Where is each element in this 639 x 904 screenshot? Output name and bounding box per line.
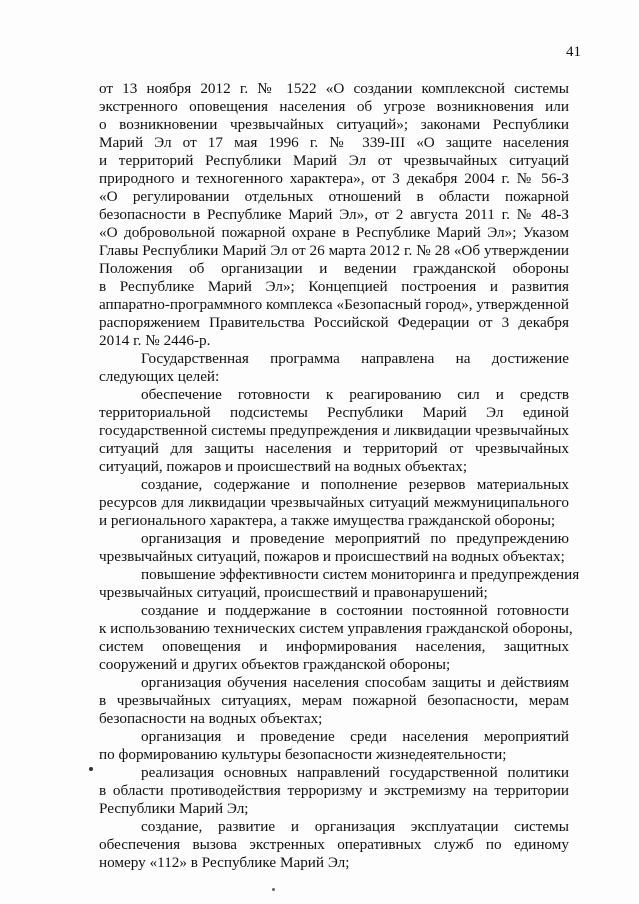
text-line: 2014 г. № 2446-р.: [99, 332, 211, 349]
text-line: организация и проведение мероприятий по предупреждению: [141, 530, 569, 547]
text-line: «О добровольной пожарной охране в Республике Марий Эл»; Указом: [99, 224, 569, 241]
text-line: «О регулировании отдельных отношений в области пожарной: [99, 188, 569, 205]
text-line: Главы Республики Марий Эл от 26 марта 2012 г. № 28 «Об утверждении: [99, 242, 569, 259]
text-line: о возникновении чрезвычайных ситуаций»; законами Республики: [99, 116, 569, 133]
text-line: Положения об организации и ведении гражданской обороны: [99, 260, 569, 277]
text-line: и регионального характера, а также имущества гражданской обороны;: [99, 512, 556, 529]
page-number: 41: [566, 44, 581, 60]
document-body: [99, 80, 580, 872]
text-line: обеспечения вызова экстренных оперативных служб по единому: [99, 836, 569, 853]
text-line: ресурсов для ликвидации чрезвычайных ситуаций межмуниципального: [99, 494, 569, 511]
text-line: ситуаций, пожаров и происшествий на водных объектах;: [99, 458, 468, 475]
text-line: организация и проведение среди населения мероприятий: [141, 728, 569, 745]
text-line: следующих целей:: [99, 368, 220, 385]
text-line: природного и техногенного характера», от 3 декабря 2004 г. № 56-З: [99, 170, 569, 187]
text-line: по формированию культуры безопасности жизнедеятельности;: [99, 746, 507, 763]
text-line: ситуаций для защиты населения и территорий от чрезвычайных: [99, 440, 569, 457]
text-line: безопасности в Республике Марий Эл», от 2 августа 2011 г. № 48-З: [99, 206, 569, 223]
text-line: создание, содержание и пополнение резервов материальных: [141, 476, 569, 493]
text-line: номеру «112» в Республике Марий Эл;: [99, 854, 350, 871]
text-line: к использованию технических систем управления гражданской обороны,: [99, 620, 573, 637]
text-line: сооружений и других объектов гражданской обороны;: [99, 656, 451, 673]
bottom-speck: [272, 888, 275, 891]
text-line: и территорий Республики Марий Эл от чрезвычайных ситуаций: [99, 152, 569, 169]
text-line: Республики Марий Эл;: [99, 800, 249, 817]
text-line: безопасности на водных объектах;: [99, 710, 323, 727]
text-line: Государственная программа направлена на достижение: [141, 350, 569, 367]
text-line: от 13 ноября 2012 г. № 1522 «О создании комплексной системы: [99, 80, 569, 97]
text-line: реализация основных направлений государственной политики: [141, 764, 569, 781]
text-line: в области противодействия терроризму и экстремизму на территории: [99, 782, 569, 799]
text-line: в Республике Марий Эл»; Концепцией построения и развития: [99, 278, 569, 295]
text-line: территориальной подсистемы Республики Марий Эл единой: [99, 404, 569, 421]
text-line: повышение эффективности систем мониторинга и предупреждения: [141, 566, 580, 583]
text-line: создание и поддержание в состоянии постоянной готовности: [141, 602, 569, 619]
text-line: чрезвычайных ситуаций, происшествий и правонарушений;: [99, 584, 488, 601]
text-line: аппаратно-программного комплекса «Безопасный город», утвержденной: [99, 296, 569, 313]
text-line: обеспечение готовности к реагированию сил и средств: [141, 386, 569, 403]
text-line: экстренного оповещения населения об угрозе возникновения или: [99, 98, 569, 115]
text-line: чрезвычайных ситуаций, пожаров и происшествий на водных объектах;: [99, 548, 565, 565]
text-line: организация обучения населения способам защиты и действиям: [141, 674, 569, 691]
text-line: в чрезвычайных ситуациях, мерам пожарной безопасности, мерам: [99, 692, 569, 709]
text-line: Марий Эл от 17 мая 1996 г. № 339-III «О защите населения: [99, 134, 569, 151]
text-line: систем оповещения и информирования населения, защитных: [99, 638, 569, 655]
text-line: создание, развитие и организация эксплуатации системы: [141, 818, 569, 835]
margin-mark: [89, 767, 93, 771]
text-line: распоряжением Правительства Российской Федерации от 3 декабря: [99, 314, 569, 331]
text-line: государственной системы предупреждения и ликвидации чрезвычайных: [99, 422, 569, 439]
